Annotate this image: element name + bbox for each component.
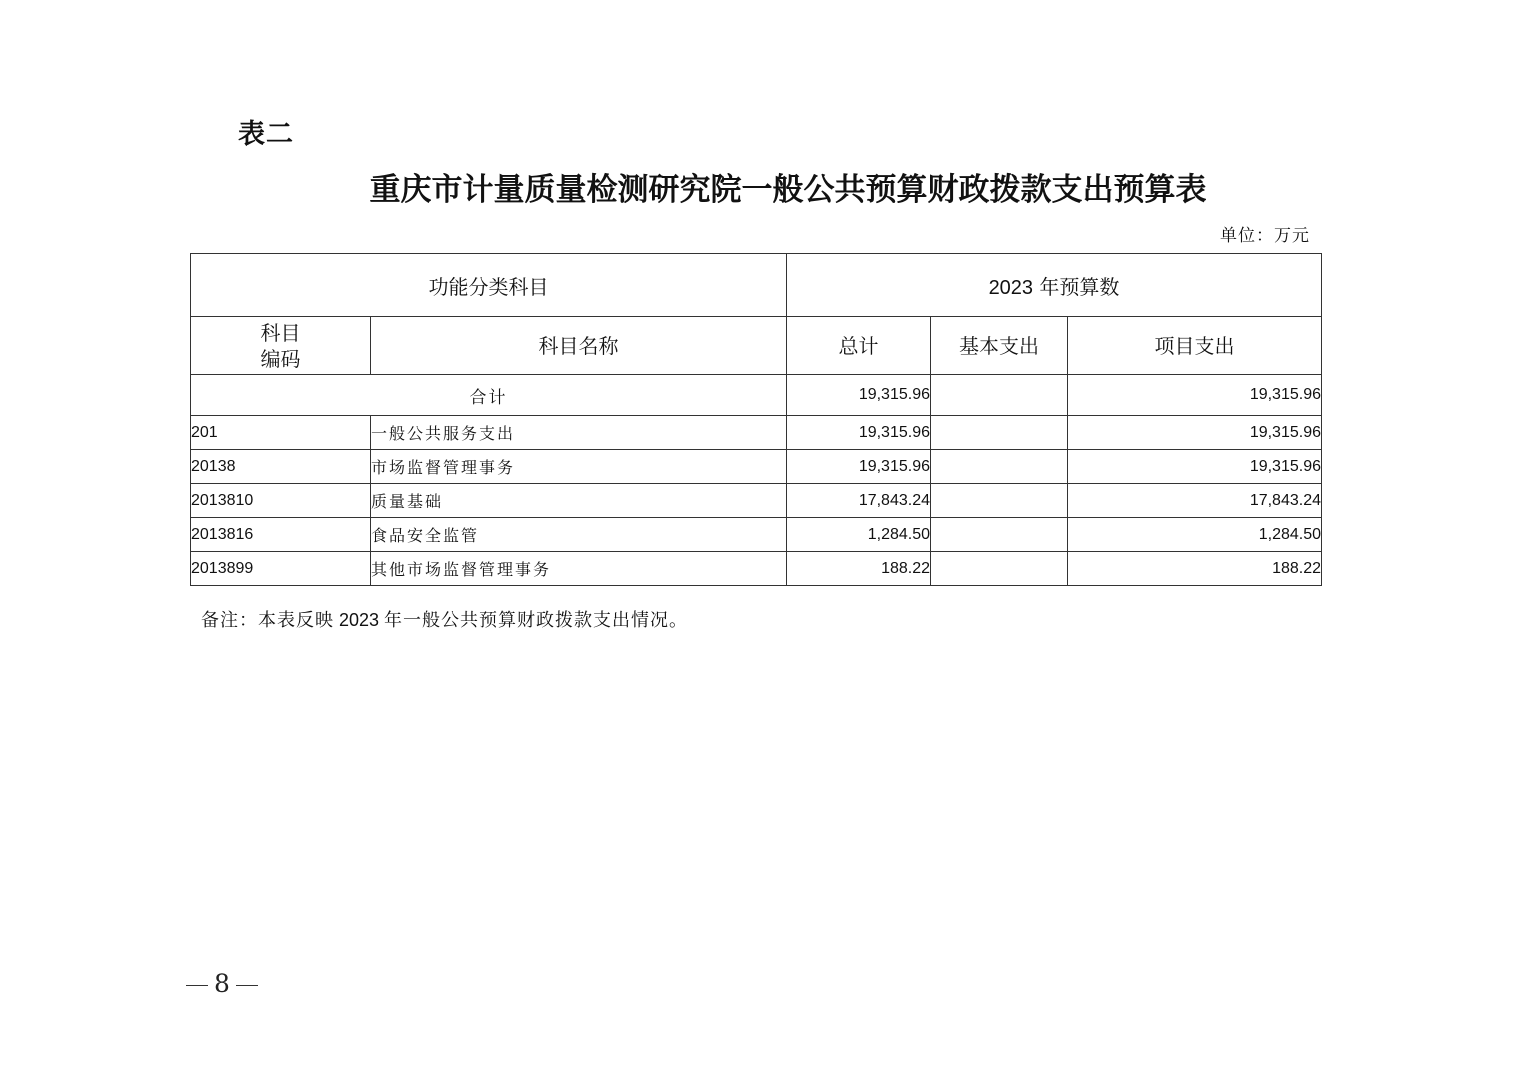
header-basic-expenditure: 基本支出 <box>931 317 1068 375</box>
table-row <box>191 518 1322 552</box>
header-project-expenditure: 项目支出 <box>1068 317 1322 375</box>
row-total: 19,315.96 <box>787 416 931 450</box>
row-name: 一般公共服务支出 <box>371 416 787 450</box>
row-basic <box>931 518 1068 552</box>
total-cell-basic <box>931 375 1068 416</box>
row-code: 2013899 <box>191 552 371 586</box>
row-basic <box>931 552 1068 586</box>
remark-suffix: 年一般公共预算财政拨款支出情况。 <box>384 610 689 631</box>
total-row <box>191 375 1322 416</box>
row-project: 17,843.24 <box>1068 484 1322 518</box>
row-total: 188.22 <box>787 552 931 586</box>
header-subject-code-line1: 科目 <box>260 320 301 345</box>
remark-year: 2023 <box>334 610 385 630</box>
row-basic <box>931 416 1068 450</box>
page-dash-left <box>186 985 208 986</box>
header-budget-year <box>787 254 1322 317</box>
header-functional-classification: 功能分类科目 <box>191 254 787 317</box>
header-total: 总计 <box>787 317 931 375</box>
row-code: 20138 <box>191 450 371 484</box>
row-name: 市场监督管理事务 <box>371 450 787 484</box>
unit-label: 单位：万元 <box>1220 226 1310 246</box>
header-year-text: 年预算数 <box>1033 274 1120 299</box>
row-project: 19,315.96 <box>1068 416 1322 450</box>
row-name: 其他市场监督管理事务 <box>371 552 787 586</box>
row-name: 质量基础 <box>371 484 787 518</box>
budget-table <box>190 253 1322 586</box>
page-dash-right <box>236 985 258 986</box>
header-subject-code-line2: 编码 <box>260 346 301 371</box>
header-subject-name: 科目名称 <box>371 317 787 375</box>
page-footer <box>180 969 264 998</box>
total-cell-total: 19,315.96 <box>787 375 931 416</box>
page-number: 8 <box>214 969 230 998</box>
row-project: 188.22 <box>1068 552 1322 586</box>
table-row <box>191 484 1322 518</box>
row-total: 1,284.50 <box>787 518 931 552</box>
total-cell-project: 19,315.96 <box>1068 375 1322 416</box>
row-code: 2013816 <box>191 518 371 552</box>
row-project: 19,315.96 <box>1068 450 1322 484</box>
header-year-number: 2023 <box>988 276 1034 299</box>
table-row <box>191 552 1322 586</box>
table-row <box>191 416 1322 450</box>
document-title: 重庆市计量质量检测研究院一般公共预算财政拨款支出预算表 <box>369 172 1207 208</box>
row-project: 1,284.50 <box>1068 518 1322 552</box>
remark-prefix: 备注：本表反映 <box>201 610 334 631</box>
header-row-columns <box>191 317 1322 375</box>
table-row <box>191 450 1322 484</box>
remark-note <box>201 606 688 632</box>
total-label: 合计 <box>191 375 787 416</box>
row-code: 2013810 <box>191 484 371 518</box>
row-total: 19,315.96 <box>787 450 931 484</box>
header-subject-code <box>191 317 371 375</box>
row-total: 17,843.24 <box>787 484 931 518</box>
header-row-group <box>191 254 1322 317</box>
row-name: 食品安全监管 <box>371 518 787 552</box>
row-basic <box>931 450 1068 484</box>
row-basic <box>931 484 1068 518</box>
row-code: 201 <box>191 416 371 450</box>
table-label: 表二 <box>238 119 294 150</box>
